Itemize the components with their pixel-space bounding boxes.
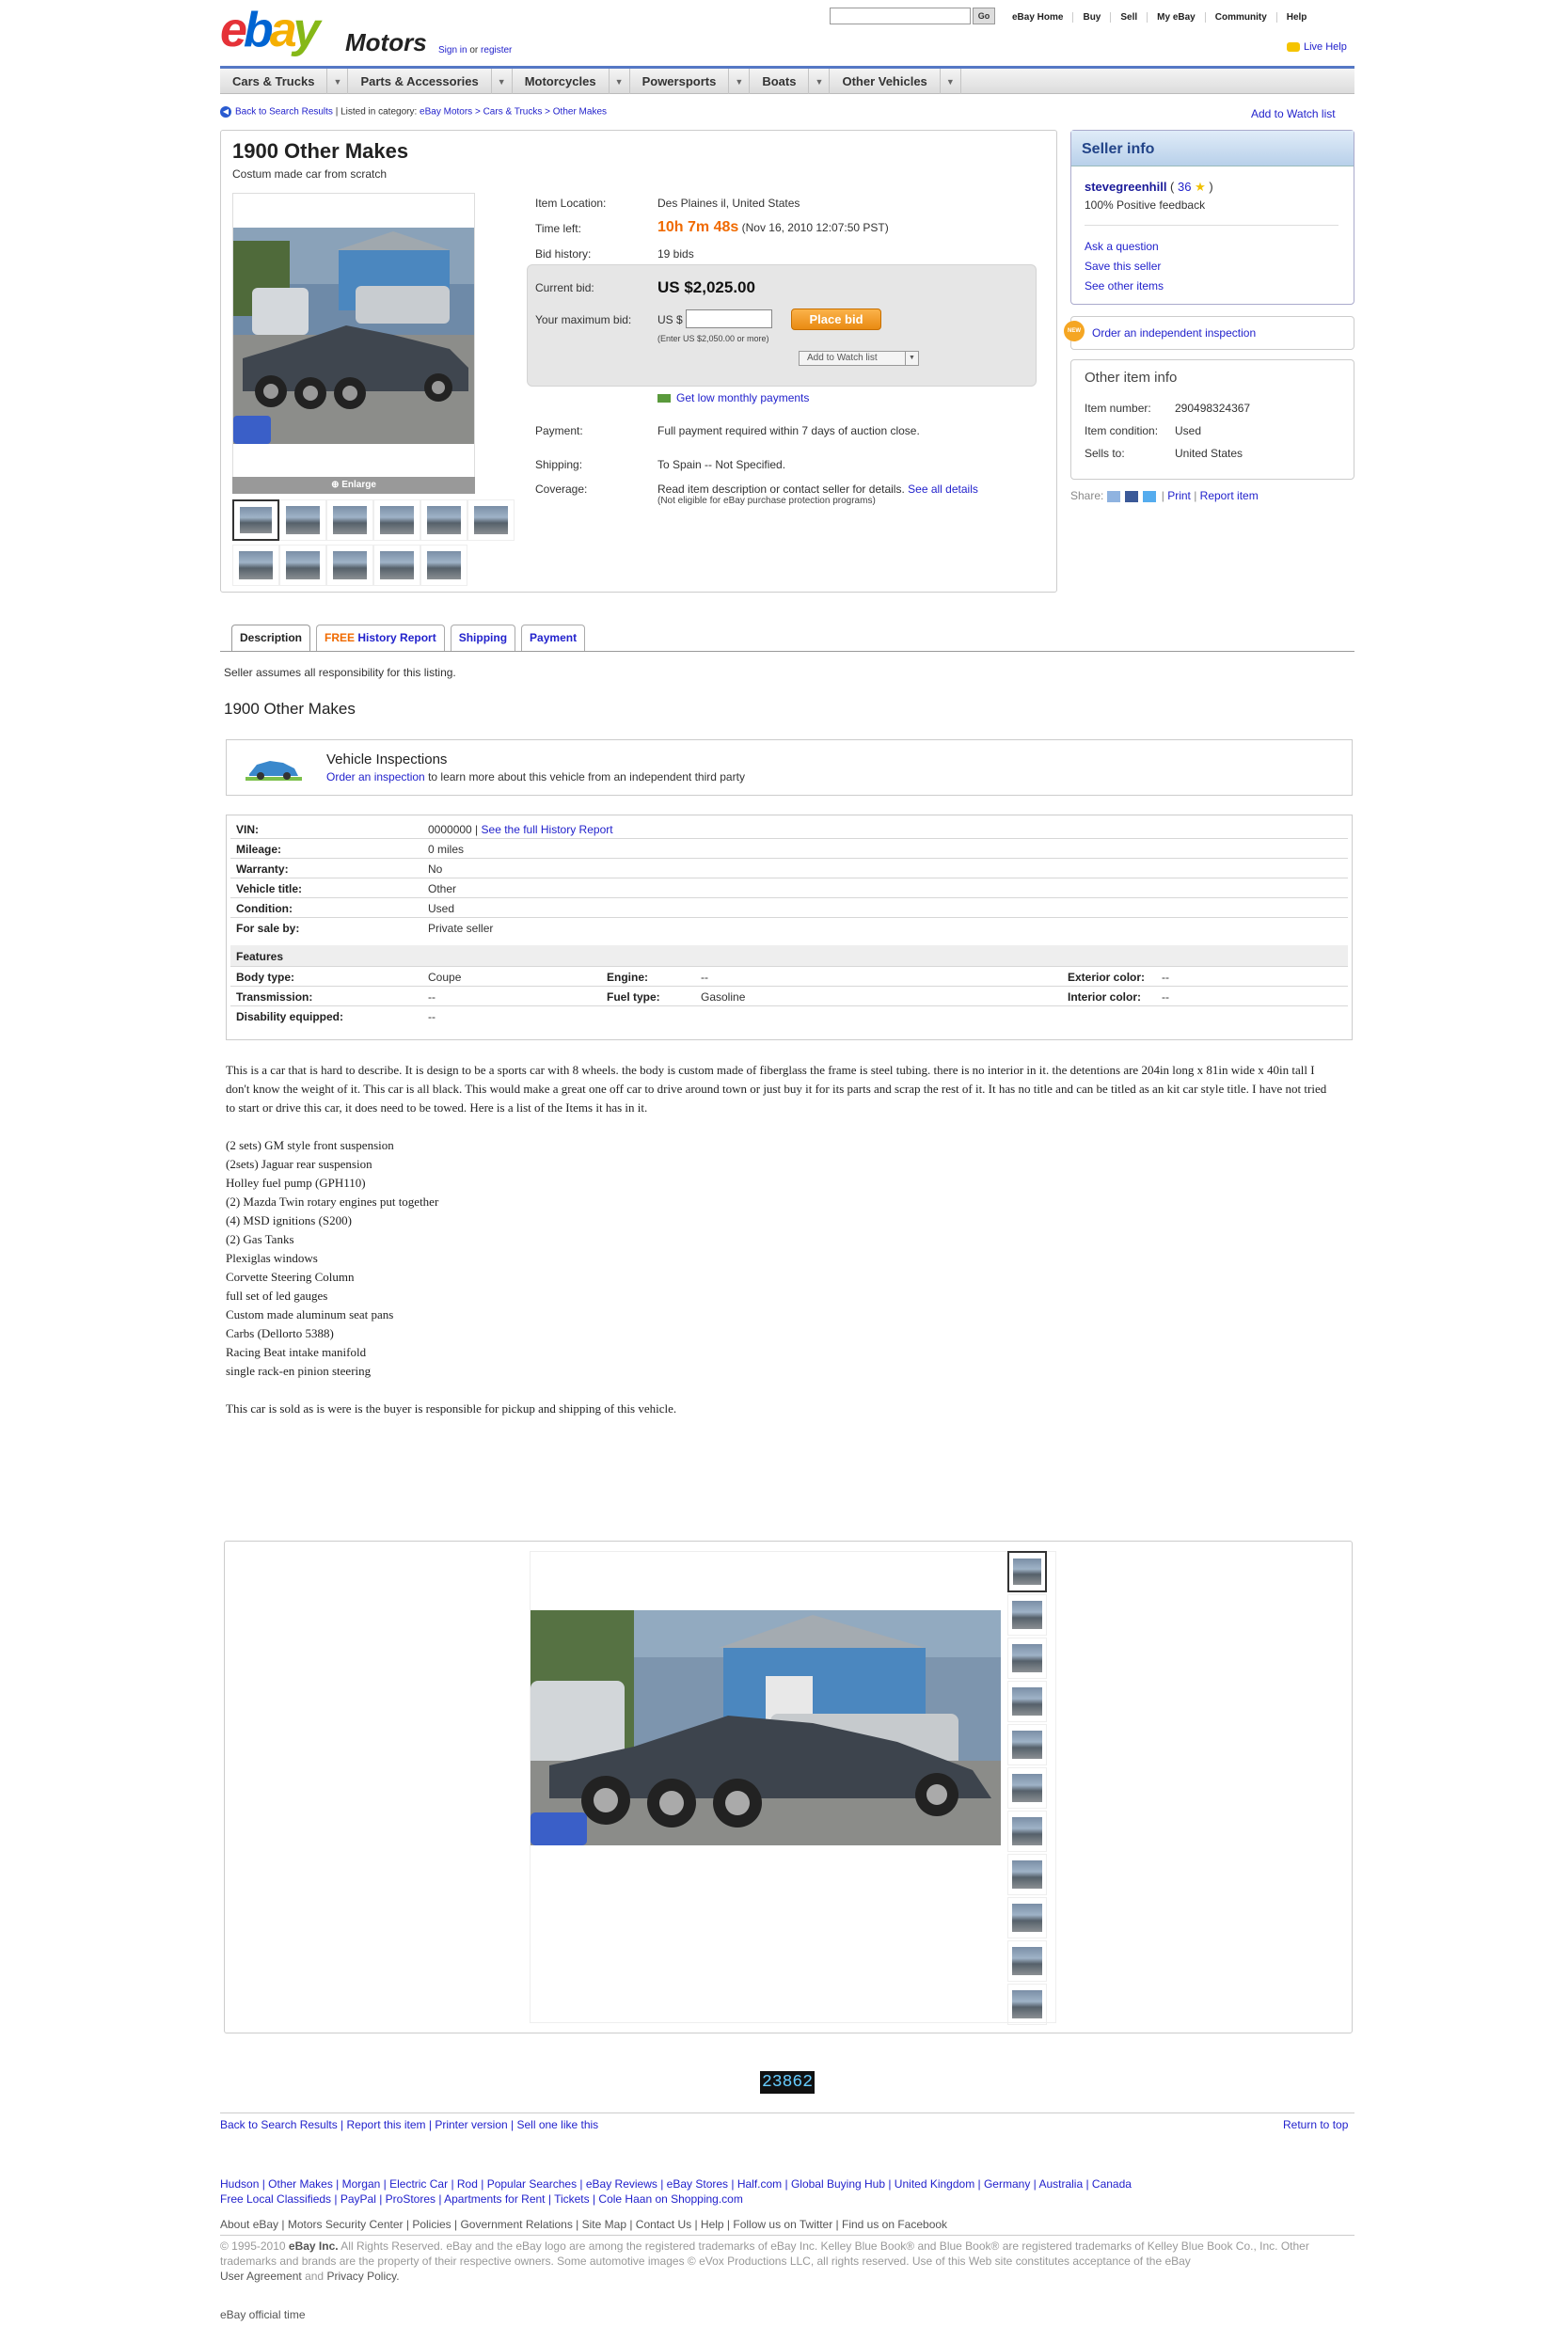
sells-to-label: Sells to: (1085, 447, 1125, 460)
copyright: © 1995-2010 eBay Inc. All Rights Reserved. eBay and the eBay logo are among the registered trademarks of eBay Inc. Kelley Blue Book® and Blue Book® are registered trademarks of Kelley Blue Book Co., Inc. Other trademarks and brands are the property of their respective owners. Some automotive images © eVox Productions LLC, all rights reserved. Use of this Web site constitutes acceptance of the eBay User Agreement and Privacy Policy. (220, 2239, 1309, 2283)
logo-motors: Motors (345, 28, 427, 56)
privacy-policy-link[interactable]: Privacy Policy. (326, 2270, 400, 2283)
thumbnail[interactable] (467, 499, 515, 541)
coverage-label: Coverage: (535, 483, 588, 496)
other-info-header: Other item info (1085, 370, 1178, 386)
list-item: Racing Beat intake manifold (226, 1345, 367, 1359)
thumbnail[interactable] (279, 545, 326, 586)
thumbnail-image (1012, 1947, 1042, 1975)
tab-description[interactable]: Description (231, 625, 310, 651)
divider (220, 2235, 1354, 2236)
car-photo-image (531, 1610, 1001, 1845)
official-time-link[interactable]: eBay official time (220, 2308, 306, 2321)
report-item-link[interactable]: Report item (1199, 489, 1259, 502)
list-item: Carbs (Dellorto 5388) (226, 1326, 334, 1340)
top-link-buy[interactable]: Buy (1072, 12, 1110, 23)
item-subtitle: Costum made car from scratch (232, 167, 388, 181)
thumbnail-image (239, 551, 273, 579)
max-bid-label: Your maximum bid: (535, 313, 632, 326)
thumbnail-image (240, 507, 272, 533)
shipping-label: Shipping: (535, 458, 583, 471)
other-item-info-box (1070, 359, 1354, 480)
top-link-my-ebay[interactable]: My eBay (1147, 12, 1205, 23)
gallery-thumbnail[interactable] (1007, 1811, 1047, 1852)
back-arrow-icon[interactable]: ◀ (220, 106, 231, 118)
spec-row: Body type: Coupe Engine: -- Exterior color: -- (230, 967, 1348, 987)
tab-history-report[interactable]: FREE History Report (316, 625, 445, 651)
list-item: Plexiglas windows (226, 1251, 318, 1265)
live-help-link[interactable]: Live Help (1287, 41, 1347, 53)
thumbnail[interactable] (326, 499, 373, 541)
monthly-payments[interactable]: Get low monthly payments (657, 391, 809, 404)
category-path-link[interactable]: eBay Motors > Cars & Trucks > Other Makes (420, 106, 608, 118)
item-number-value: 290498324367 (1175, 402, 1251, 415)
thumbnail-image (333, 551, 367, 579)
tab-shipping[interactable]: Shipping (451, 625, 515, 651)
new-badge-icon: NEW (1064, 321, 1085, 341)
chevron-down-icon[interactable]: ▼ (491, 69, 512, 94)
current-bid-value: US $2,025.00 (657, 278, 755, 296)
nav-cars-trucks[interactable]: Cars & Trucks ▼ (220, 69, 348, 94)
gallery-thumbnail[interactable] (1007, 1940, 1047, 1982)
photo-gallery (224, 1541, 1353, 2033)
nav-boats[interactable]: Boats ▼ (750, 69, 830, 94)
thumbnail[interactable] (373, 545, 420, 586)
shipping-value: To Spain -- Not Specified. (657, 458, 786, 471)
time-left-value: 10h 7m 48s (Nov 16, 2010 12:07:50 PST) (657, 219, 889, 235)
features-header: Features (230, 945, 1348, 967)
thumbnail[interactable] (232, 499, 279, 541)
history-report-link[interactable]: See the full History Report (481, 823, 613, 836)
signin-link[interactable]: Sign in (438, 45, 467, 55)
save-seller-link[interactable]: Save this seller (1085, 260, 1162, 273)
ebay-motors-logo[interactable] (220, 3, 446, 58)
thumbnail[interactable] (420, 545, 467, 586)
seller-description (226, 1061, 1336, 1418)
chevron-down-icon[interactable]: ▼ (808, 69, 829, 94)
bid-history-link[interactable]: 19 bids (657, 247, 694, 261)
list-item: Custom made aluminum seat pans (226, 1307, 394, 1321)
seller-name-link[interactable]: stevegreenhill (1085, 180, 1167, 194)
add-to-watch-list-link[interactable]: Add to Watch list (1251, 107, 1336, 120)
user-agreement-link[interactable]: User Agreement (220, 2270, 302, 2283)
inspections-title: Vehicle Inspections (326, 752, 448, 767)
thumbnail-image (1012, 1774, 1042, 1802)
gallery-thumbnail[interactable] (1007, 1724, 1047, 1765)
order-inspection-link[interactable]: Order an inspection (326, 770, 425, 783)
thumbnail-image (380, 506, 414, 534)
bid-history-label: Bid history: (535, 247, 592, 261)
gallery-thumbnail[interactable] (1007, 1854, 1047, 1895)
description-heading: 1900 Other Makes (224, 700, 356, 718)
share-bar: Share: | Print | Report item (1070, 489, 1259, 502)
description-paragraph: This is a car that is hard to describe. It is design to be a sports car with 8 wheels. the body is custom made of fiberglass the frame is steel tubing. there is no interior in it. the detentions are 204in long x 81in wide x 40in tall I don't know the weight of it. This car is all black. This would make a great one off car to drive around town or just buy it for its parts and scrap the rest of it. It has no title and can be titled as an kit car style title. I have not tried to start or drive this car, it does need to be towed. Here is a list of the Items it has in it. (226, 1063, 1327, 1115)
register-link[interactable]: register (481, 45, 513, 55)
gallery-thumbnail[interactable] (1007, 1594, 1047, 1636)
thumbnail-image (286, 551, 320, 579)
coverage-note: (Not eligible for eBay purchase protection programs) (657, 496, 876, 506)
chevron-down-icon[interactable]: ▼ (609, 69, 629, 94)
return-to-top-link[interactable]: Return to top (1283, 2118, 1349, 2131)
thumbnail-image (1012, 1904, 1042, 1932)
gallery-thumbnail[interactable] (1007, 1638, 1047, 1679)
location-value: Des Plaines il, United States (657, 197, 800, 210)
print-link[interactable]: Print (1167, 489, 1191, 502)
gallery-thumbnail[interactable] (1007, 1897, 1047, 1938)
top-links (1003, 12, 1316, 23)
nav-other-vehicles[interactable]: Other Vehicles ▼ (830, 69, 960, 94)
car-photo-image (233, 194, 474, 480)
feedback-score-link[interactable]: 36 (1178, 180, 1192, 194)
facebook-icon[interactable] (1125, 491, 1138, 502)
ask-question-link[interactable]: Ask a question (1085, 240, 1159, 253)
list-item: Holley fuel pump (GPH110) (226, 1176, 366, 1190)
thumbnail-image (474, 506, 508, 534)
thumbnail-image (1012, 1731, 1042, 1759)
main-photo[interactable] (232, 193, 475, 481)
gallery-thumbnail[interactable] (1007, 1984, 1047, 2025)
star-icon: ★ (1195, 180, 1206, 194)
thumbnail[interactable] (326, 545, 373, 586)
seo-links-row[interactable]: Hudson | Other Makes | Morgan | Electric Car | Rod | Popular Searches | eBay Reviews | eBay Stores | Half.com | Global Buying Hub | United Kingdom | Germany | Australia | Canada (220, 2177, 1132, 2191)
gallery-thumbnail[interactable] (1007, 1767, 1047, 1809)
thumbnail-image (380, 551, 414, 579)
current-bid-label: Current bid: (535, 281, 594, 294)
spec-row: Transmission: -- Fuel type: Gasoline Interior color: -- (230, 987, 1348, 1006)
thumbnail-image (1012, 1644, 1042, 1672)
order-inspection-link[interactable]: Order an independent inspection (1092, 326, 1257, 340)
max-bid-input[interactable] (686, 309, 772, 328)
item-number-label: Item number: (1085, 402, 1151, 415)
see-other-items-link[interactable]: See other items (1085, 279, 1164, 293)
signin-line: Sign in or register (438, 45, 513, 55)
chevron-down-icon[interactable]: ▼ (905, 352, 918, 365)
search-go-button[interactable]: Go (973, 8, 995, 24)
time-left-label: Time left: (535, 222, 581, 235)
thumbnail[interactable] (232, 545, 279, 586)
add-to-watch-list-dropdown[interactable]: Add to Watch list ▼ (799, 351, 919, 366)
list-item: (2sets) Jaguar rear suspension (226, 1157, 372, 1171)
list-item: (2) Mazda Twin rotary engines put together (226, 1195, 439, 1209)
footer-links[interactable]: Back to Search Results | Report this item | Printer version | Sell one like this (220, 2118, 599, 2131)
spec-row: Condition: Used (230, 898, 1348, 918)
seller-info-header: Seller info (1071, 131, 1354, 166)
tab-payment[interactable]: Payment (521, 625, 585, 651)
twitter-icon[interactable] (1143, 491, 1156, 502)
top-link-community[interactable]: Community (1205, 12, 1276, 23)
seo-links-row[interactable]: Free Local Classifieds | PayPal | ProStores | Apartments for Rent | Tickets | Cole Haan on Shopping.com (220, 2192, 743, 2206)
chevron-down-icon[interactable]: ▼ (728, 69, 749, 94)
vehicle-specs-table (226, 815, 1353, 1040)
coverage-value: Read item description or contact seller for details. See all details (657, 483, 978, 496)
search-input[interactable] (830, 8, 971, 24)
detail-tabs (231, 625, 591, 651)
payment-value: Full payment required within 7 days of auction close. (657, 424, 920, 437)
thumbnail-strip (232, 499, 515, 590)
spec-row: Mileage: 0 miles (230, 839, 1348, 859)
thumbnail[interactable] (420, 499, 467, 541)
chat-bubble-icon (1287, 42, 1300, 52)
spec-row: Vehicle title: Other (230, 878, 1348, 898)
thumbnail-image (1012, 1817, 1042, 1845)
gallery-thumbnails (1007, 1551, 1051, 2027)
nav-motorcycles[interactable]: Motorcycles ▼ (513, 69, 630, 94)
category-nav (220, 66, 1354, 94)
back-to-search-link[interactable]: Back to Search Results (235, 106, 333, 118)
item-summary-box (220, 130, 1057, 593)
thumbnail-image (333, 506, 367, 534)
vehicle-inspections-bar (226, 739, 1353, 796)
payment-label: Payment: (535, 424, 583, 437)
location-label: Item Location: (535, 197, 607, 210)
thumbnail[interactable] (373, 499, 420, 541)
gallery-thumbnail[interactable] (1007, 1681, 1047, 1722)
thumbnail-image (1012, 1601, 1042, 1629)
breadcrumb: ◀ Back to Search Results | Listed in category: eBay Motors > Cars & Trucks > Other Makes (220, 106, 607, 118)
closing-paragraph: This car is sold as is were is the buyer is responsible for pickup and shipping of this vehicle. (226, 1401, 677, 1416)
about-links[interactable]: About eBay | Motors Security Center | Policies | Government Relations | Site Map | Contact Us | Help | Follow us on Twitter | Find us on Facebook (220, 2218, 948, 2231)
seo-links (220, 2176, 1354, 2207)
list-item: (4) MSD ignitions (S200) (226, 1213, 352, 1227)
chevron-down-icon[interactable]: ▼ (326, 69, 347, 94)
top-link-sell[interactable]: Sell (1110, 12, 1147, 23)
thumbnail[interactable] (279, 499, 326, 541)
thumbnail-image (427, 506, 461, 534)
min-bid-note: (Enter US $2,050.00 or more) (657, 334, 769, 343)
list-item: full set of led gauges (226, 1289, 328, 1303)
seller-name-line: stevegreenhill ( 36 ★ ) (1085, 180, 1213, 194)
tab-divider (220, 651, 1354, 652)
gallery-thumbnail[interactable] (1007, 1551, 1047, 1592)
thumbnail-image (1013, 1559, 1041, 1585)
positive-feedback: 100% Positive feedback (1085, 198, 1206, 212)
spec-row: Disability equipped: -- (236, 1010, 436, 1023)
sells-to-value: United States (1175, 447, 1243, 460)
gallery-main-photo[interactable] (530, 1551, 1056, 2023)
max-bid-currency: US $ (657, 313, 683, 326)
list-item: (2) Gas Tanks (226, 1232, 294, 1246)
visitor-counter: 23862 (761, 2073, 813, 2092)
inspections-text: Order an inspection to learn more about this vehicle from an independent third party (326, 770, 745, 783)
enlarge-button[interactable]: ⊕ Enlarge (232, 477, 475, 494)
chevron-down-icon[interactable]: ▼ (940, 69, 960, 94)
money-icon (657, 394, 671, 403)
list-item: single rack-en pinion steering (226, 1364, 372, 1378)
divider (220, 2112, 1354, 2113)
item-condition-value: Used (1175, 424, 1202, 437)
seller-responsibility: Seller assumes all responsibility for this listing. (224, 666, 456, 679)
item-condition-label: Item condition: (1085, 424, 1159, 437)
item-title: 1900 Other Makes (232, 139, 409, 163)
list-item: (2 sets) GM style front suspension (226, 1138, 394, 1152)
spec-row: For sale by: Private seller (236, 922, 494, 935)
list-item: Corvette Steering Column (226, 1270, 355, 1284)
top-link-help[interactable]: Help (1276, 12, 1317, 23)
seller-info-box (1070, 130, 1354, 305)
car-icon (245, 752, 302, 783)
top-link-ebay-home[interactable]: eBay Home (1012, 12, 1064, 23)
thumbnail-image (1012, 1687, 1042, 1716)
nav-parts-accessories[interactable]: Parts & Accessories ▼ (348, 69, 512, 94)
thumbnail-image (1012, 1860, 1042, 1889)
email-icon[interactable] (1107, 491, 1120, 502)
thumbnail-image (286, 506, 320, 534)
place-bid-button[interactable]: Place bid (791, 309, 881, 330)
divider (1085, 225, 1338, 226)
inspection-box (1070, 316, 1354, 350)
thumbnail-image (1012, 1990, 1042, 2018)
thumbnail-image (427, 551, 461, 579)
logo-wordmark: ebay (220, 3, 317, 57)
see-all-details-link[interactable]: See all details (908, 483, 978, 496)
spec-row: Warranty: No (230, 859, 1348, 878)
spec-row: VIN: 0000000 | See the full History Report (230, 819, 1348, 839)
nav-powersports[interactable]: Powersports ▼ (630, 69, 751, 94)
